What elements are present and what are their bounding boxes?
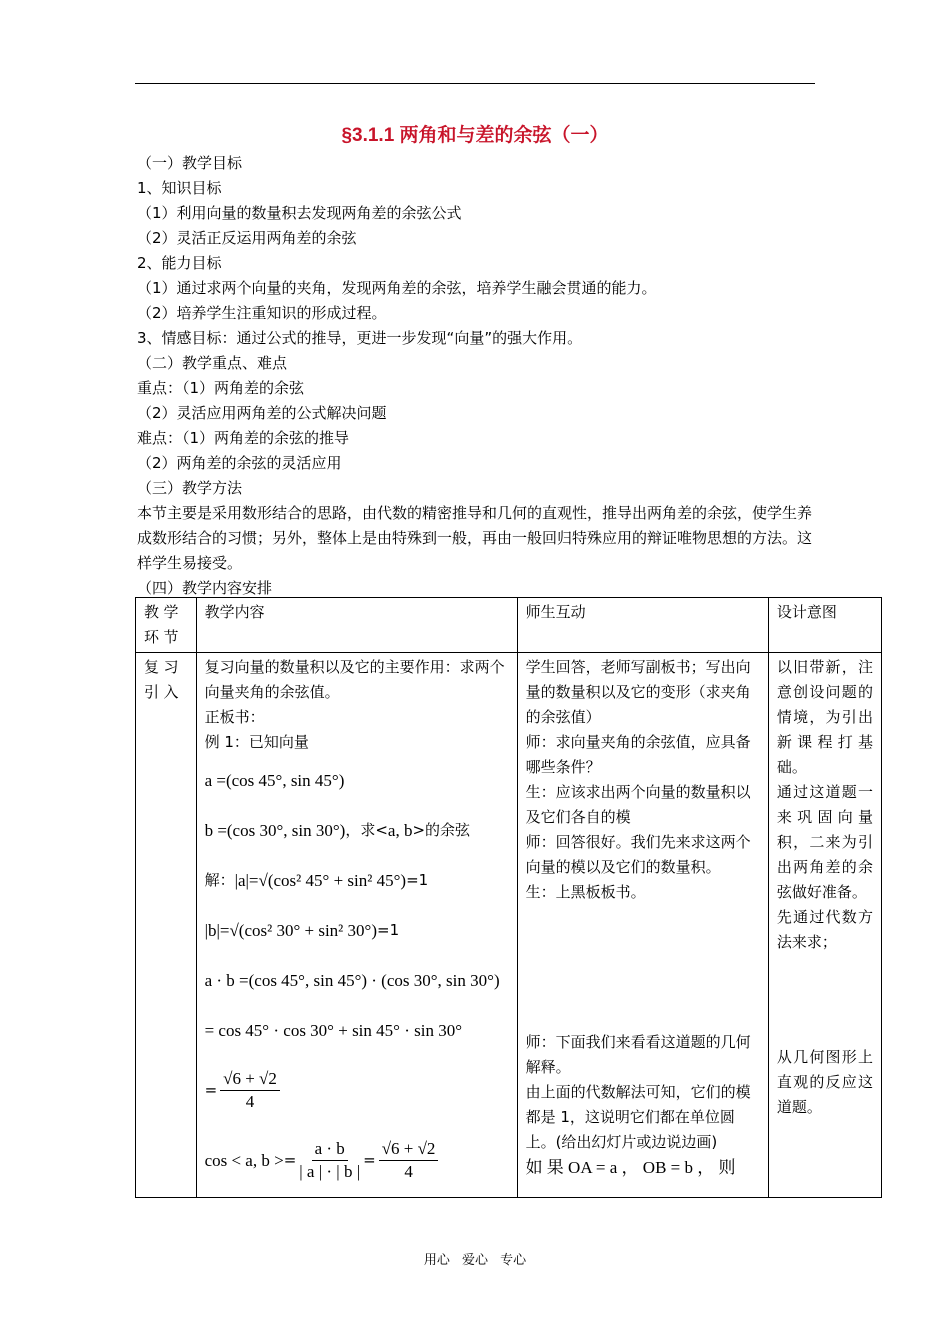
cos-result-fraction	[379, 1138, 439, 1183]
design-cell	[768, 653, 881, 1198]
header-content: 教学内容	[196, 598, 517, 653]
vector-a-def: a =(cos 45°, sin 45°)	[204, 770, 345, 790]
content-cell	[196, 653, 517, 1198]
fraction-numerator: a · b	[312, 1138, 348, 1161]
mod-a-row	[205, 855, 509, 905]
fraction-denominator: | a | · | b |	[299, 1161, 361, 1181]
content-intro: 复习向量的数量积以及它的主要作用：求两个向量夹角的余弦值。	[204, 658, 505, 701]
header-design: 设计意图	[768, 598, 881, 653]
stage-cell: 复习引入	[136, 653, 197, 1198]
spacer	[526, 905, 760, 1030]
text-line: （2）灵活应用两角差的公式解决问题	[137, 404, 387, 422]
fraction-denominator: 4	[404, 1161, 413, 1181]
text-line: （一）教学目标	[137, 154, 243, 172]
text-line: （1）通过求两个向量的夹角，发现两角差的余弦，培养学生融会贯通的能力。	[137, 279, 657, 297]
dot-product: a · b =(cos 45°, sin 45°) · (cos 30°, sin 30°)	[204, 970, 500, 990]
text-line: （2）灵活正反运用两角差的余弦	[137, 229, 357, 247]
table-header-row	[136, 598, 882, 653]
interaction-line: 师：下面我们来看看这道题的几何解释。	[525, 1033, 751, 1076]
text-line: 2、能力目标	[137, 254, 222, 272]
text-line: 1、知识目标	[137, 179, 222, 197]
text-line: （1）利用向量的数量积去发现两角差的余弦公式	[137, 204, 462, 222]
ask-vectors: a, b	[387, 820, 413, 840]
interaction-line: 生：上黑板板书。	[525, 883, 646, 901]
interaction-line: 生：应该求出两个向量的数量积以及它们各自的模	[525, 783, 751, 826]
text-line: （2）培养学生注重知识的形成过程。	[137, 304, 387, 322]
equals-sign: =	[204, 1080, 218, 1099]
method-paragraph: 本节主要是采用数形结合的思路，由代数的精密推导和几何的直观性，推导出两角差的余弦，使学生养成数形结合的习惯；另外，整体上是由特殊到一般，再由一般回归特殊应用的辩证唯物思想的方法。这样学生易接受。	[137, 504, 813, 572]
text-line: 难点：（1）两角差的余弦的推导	[137, 429, 350, 447]
header-rule	[135, 83, 815, 84]
page-title: §3.1.1 两角和与差的余弦（一）	[341, 125, 609, 146]
ask-prefix: ，求<	[345, 820, 388, 839]
content-example: 例 1：已知向量	[204, 733, 309, 751]
fraction-numerator: √6 + √2	[379, 1138, 439, 1161]
dot-result-row	[205, 1055, 509, 1125]
interaction-cell	[517, 653, 768, 1198]
mod-b: |b|=√(cos² 30° + sin² 30°)	[204, 920, 377, 940]
header-interaction: 师生互动	[517, 598, 768, 653]
page-footer: 用心 爱心 专心	[423, 1253, 527, 1268]
interaction-line: 学生回答，老师写副板书；写出向量的数量积以及它的变形（求夹角的余弦值）	[525, 658, 751, 726]
design-line: 先通过代数方法来求；	[776, 908, 873, 951]
text-line: （2）两角差的余弦的灵活应用	[137, 454, 342, 472]
dot-result-fraction	[220, 1068, 280, 1113]
mod-b-row	[205, 905, 509, 955]
interaction-line: 由上面的代数解法可知，它们的模都是 1，这说明它们都在单位圆上。(给出幻灯片或边说边画)	[525, 1083, 751, 1151]
design-line: 从几何图形上直观的反应这道题。	[776, 1048, 873, 1116]
dot-expand: = cos 45° · cos 30° + sin 45° · sin 30°	[204, 1020, 463, 1040]
equals-one: =1	[377, 920, 400, 939]
text-line: 3、情感目标：通过公式的推导，更进一步发现“向量”的强大作用。	[137, 329, 583, 347]
text-line: （三）教学方法	[137, 479, 243, 497]
interaction-line: 如 果 OA = a ， OB = b ， 则	[525, 1158, 736, 1177]
cos-lhs: cos < a, b >	[204, 1150, 284, 1170]
solution-label: 解：	[204, 870, 235, 889]
fraction-numerator: √6 + √2	[220, 1068, 280, 1091]
cos-mid-fraction	[299, 1138, 360, 1183]
header-stage: 教学环节	[136, 598, 197, 653]
spacer	[777, 955, 873, 1045]
design-line: 通过这道题一来巩固向量积，二来为引出两角差的余弦做好准备。	[776, 783, 873, 901]
equals-sign: =	[283, 1150, 297, 1169]
fraction-denominator: 4	[245, 1091, 255, 1111]
cos-result-row	[205, 1125, 509, 1195]
text-line: （二）教学重点、难点	[137, 354, 288, 372]
body-text	[137, 151, 817, 601]
section-heading: （四）教学内容安排	[137, 579, 273, 597]
interaction-line: 师：回答很好。我们先来求这两个向量的模以及它们的数量积。	[525, 833, 751, 876]
lesson-table	[135, 597, 882, 1198]
ask-suffix: >的余弦	[412, 820, 471, 839]
text-line: 重点：（1）两角差的余弦	[137, 379, 305, 397]
interaction-line: 师：求向量夹角的余弦值，应具备哪些条件？	[525, 733, 751, 776]
design-line: 以旧带新，注意创设问题的情境，为引出新课程打基础。	[776, 658, 873, 776]
table-row	[136, 653, 882, 1198]
vector-b-row	[205, 805, 509, 855]
mod-a: |a|=√(cos² 45° + sin² 45°)	[234, 870, 407, 890]
equals-sign: =	[363, 1150, 376, 1169]
vector-b-def: b =(cos 30°, sin 30°)	[204, 820, 346, 840]
equals-one: =1	[406, 870, 429, 889]
content-board: 正板书：	[204, 708, 265, 726]
